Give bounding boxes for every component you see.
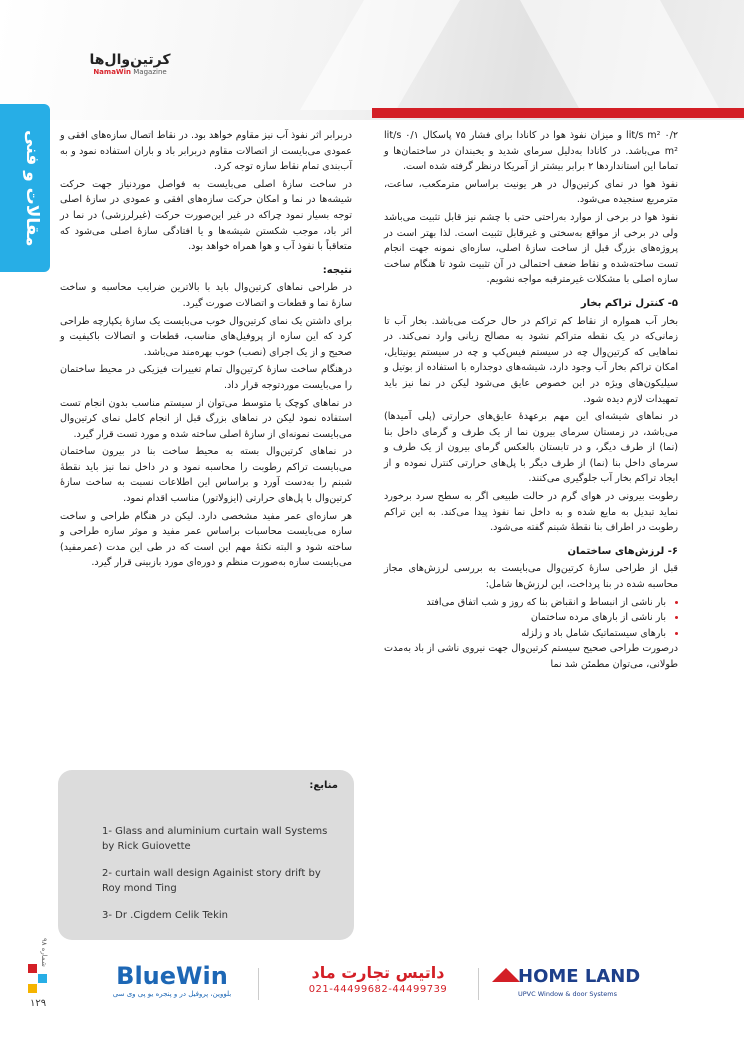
paragraph: دربرابر اثر نفوذ آب نیز مقاوم خواهد بود. در نقاط اتصال سازه‌های افقی و عمودی می‌بایست از اتصالات مقاوم دربرابر باد و باران استفاده نمود و به آب‌بندی تمام نقاط سازه توجه کرد. (60, 130, 352, 173)
article-column-right (384, 128, 678, 675)
header-facet (520, 0, 720, 110)
magazine-logo (84, 52, 176, 80)
article-column-left (60, 128, 352, 573)
datis-advert (288, 962, 468, 1006)
logo-sub-brand: NamaWin (93, 68, 132, 76)
issue-number: شماره ۹۸ (40, 938, 48, 967)
advert-divider (478, 968, 479, 1000)
folio-square-icon (28, 984, 37, 993)
paragraph: در ساخت سازهٔ اصلی می‌بایست به فواصل موردنیاز جهت حرکت شیشه‌ها در نما و امکان حرکت سازه‌های افقی و عمودی در سازهٔ اصلی توجه بسیار نمود چراکه در غیر این‌صورت حرکت (غیرلرزشی) در نما در اثر باد، موجب شکستن شیشه‌ها و یا افتادگی سازهٔ اصلی می‌شود که متعاقباً با نفوذ آب و هوا همراه خواهد بود. (60, 178, 352, 253)
bluewin-tagline: بلووین، پروفیل در و پنجره یو پی وی سی (112, 990, 232, 998)
sources-title: منابع: (309, 780, 338, 791)
logo-mark: کرتین‌وال‌ها (89, 52, 171, 68)
paragraph: هر سازه‌ای عمر مفید مشخصی دارد. لیکن در هنگام طراحی و ساخت سازه می‌بایست محاسبات براساس عمر مفید و موثر سازه طراحی و ساخته شود و البته نکتهٔ مهم این است که در طی این مدت (عمرمفید) می‌بایست سازه به‌صورت منظم و دوره‌ای مورد بازبینی قرار گیرد. (60, 510, 352, 569)
paragraph: ۰/۲ lit/s m² و میزان نفوذ هوا در کانادا برای فشار ۷۵ پاسکال ۰/۱ lit/s m² می‌باشد. در کانادا به‌دلیل سرمای شدید و یخبندان در ساختمان‌ها و تماما این استانداردها ۲ برابر بیشتر از آمریکا درنظر گرفته شده است. (384, 130, 678, 173)
source-item: 1- Glass and aluminium curtain wall Systems by Rick Guiovette (102, 826, 328, 852)
paragraph: در نماهای شیشه‌ای این مهم برعهدهٔ عایق‌های حرارتی (پلی آمیدها) می‌باشد، در زمستان سرمای بیرون نما از یک طرف و گرمای داخل بنا (نما) از طرف دیگر، و در تابستان بالعکس گرمای بیرون از یک طرف و سرمای داخل بنا (نما) از طرف دیگر با پل‌های حرارتی کنترل نموده و از ایجاد تراکم بخار آب جلوگیری می‌کنند. (384, 411, 678, 485)
paragraph: قبل از طراحی سازهٔ کرتین‌وال می‌بایست به بررسی لرزش‌های مجاز محاسبه شده در بنا پرداخت، این لرزش‌ها شامل: (384, 563, 678, 591)
section-heading: ۶- لرزش‌های ساختمان (567, 545, 678, 557)
paragraph: نفوذ هوا در نمای کرتین‌وال در هر یونیت براساس مترمکعب، ساعت، مترمربع سنجیده می‌شود. (384, 178, 678, 206)
advert-bar (108, 962, 648, 1006)
datis-name: داتیس تجارت ماد (311, 963, 445, 982)
paragraph: نفوذ هوا در برخی از موارد به‌راحتی حتی با چشم نیز قابل تثبیت می‌باشد ولی در برخی از مواقع به‌سختی و غیرقابل تثبیت است. لذا بهتر است در پروژه‌های بزرگ قبل از ساخت سازهٔ اصلی، سازه‌ای نمونه جهت انجام تست ساخته‌شده و نقاط ضعف احتمالی در آن تثبیت شود تا هنگام ساخت سازه اصلی با مشکلات غیرمترقبه مواجه نشویم. (384, 211, 678, 286)
section-tab-label: مقالات و فنی (22, 129, 42, 247)
homeland-advert (488, 962, 648, 1006)
folio-square-icon (28, 964, 37, 973)
bluewin-advert (108, 962, 236, 1006)
section-heading: ۵- کنترل تراکم بخار (580, 297, 678, 309)
page-folio (28, 938, 60, 1018)
paragraph: بخار آب همواره از نقاط کم تراکم در حال حرکت می‌باشد. بخار آب تا زمانی‌که در یک نقطه متراکم نشود به مصالح زیانی وارد نمی‌کند. در نماهایی که کرتین‌وال چه در سیستم فیس‌کپ و چه در سیستم یونیتایل، امکان تراکم بخار آب وجود دارد، شیشه‌های دوجداره با استفاده از بوتیل و سیلیکون‌های ویژه در این خصوص عایق می‌شود لیکن در نما نیز باید تمهیدات لازم دیده شود. (384, 315, 678, 405)
logo-subtitle (84, 68, 176, 77)
paragraph: در طراحی نماهای کرتین‌وال باید با بالاترین ضرایب محاسبه و ساخت سازهٔ نما و قطعات و اتصالات صورت گیرد. (60, 282, 352, 309)
logo-sub-rest: Magazine (131, 68, 167, 76)
list-item: • بار ناشی از بارهای مرده ساختمان (384, 610, 666, 626)
page-number: ۱۲۹ (30, 998, 47, 1009)
homeland-name: HOME LAND (518, 966, 641, 987)
paragraph: در نماهای کوچک یا متوسط می‌توان از سیستم مناسب بدون انجام تست استفاده نمود لیکن در نماهای بزرگ قبل از انجام کامل نمای کرتین‌وال می‌بایست نمونه‌ای از سازهٔ اصلی ساخته شده و مورد تست قرار گیرد. (60, 397, 352, 440)
source-item: 3- Dr .Cigdem Celik Tekin (102, 910, 228, 921)
paragraph: برای داشتن یک نمای کرتین‌وال خوب می‌بایست یک سازهٔ یکپارچه طراحی کرد که این سازه از پروفیل‌های مناسب، قطعات و اتصالات باکیفیت و صحیح و از یک اجرای (نصب) خوب بهره‌مند می‌باشد. (60, 315, 352, 358)
section-tab (0, 104, 50, 272)
paragraph: در نماهای کرتین‌وال بسته به محیط ساخت بنا در بیرون ساختمان می‌بایست تراکم رطوبت را محاسبه نمود و در داخل نما نیز باید نقطهٔ شبنم را به‌دست آورد و براساس این اطلاعات نسبت به ساخت سازهٔ کرتین‌وال با پل‌های حرارتی (ایزولاتور) مناسب اقدام نمود. (60, 446, 352, 505)
datis-phone: 021-44499682-44499739 (308, 984, 448, 995)
header-accent-strip (372, 108, 744, 118)
sources-list (102, 824, 342, 935)
source-item: 2- curtain wall design Againist story drift by Roy mond Ting (102, 868, 321, 894)
section-heading: نتیجه: (322, 264, 352, 276)
paragraph: درصورت طراحی صحیح سیستم کرتین‌وال جهت نیروی ناشی از باد به‌مدت طولانی، می‌توان مطمئن شد نما (384, 643, 678, 670)
homeland-tagline: UPVC Window & door Systems (518, 990, 618, 998)
bluewin-name: BlueWin (116, 962, 228, 990)
sources-box (58, 770, 354, 940)
bullet-list (384, 595, 678, 642)
list-item: • بارهای سیستماتیک شامل باد و زلزله (384, 626, 666, 642)
house-roof-icon (492, 968, 520, 982)
folio-square-icon (38, 974, 47, 983)
paragraph: درهنگام ساخت سازهٔ کرتین‌وال تمام تغییرات فیزیکی در محیط ساختمان را می‌بایست موردتوجه قرار داد. (60, 364, 352, 391)
list-item: • بار ناشی از انبساط و انقباض بنا که روز و شب اتفاق می‌افتد (384, 595, 666, 611)
advert-divider (258, 968, 259, 1000)
paragraph: رطوبت بیرونی در هوای گرم در حالت طبیعی اگر به سطح سرد برخورد نماید تبدیل به مایع شده و به داخل نما نفوذ پیدا می‌کند. به این تراکم رطوبت در اطراف بنا نقطهٔ شبنم گفته می‌شود. (384, 491, 678, 534)
header-facet (300, 0, 460, 110)
